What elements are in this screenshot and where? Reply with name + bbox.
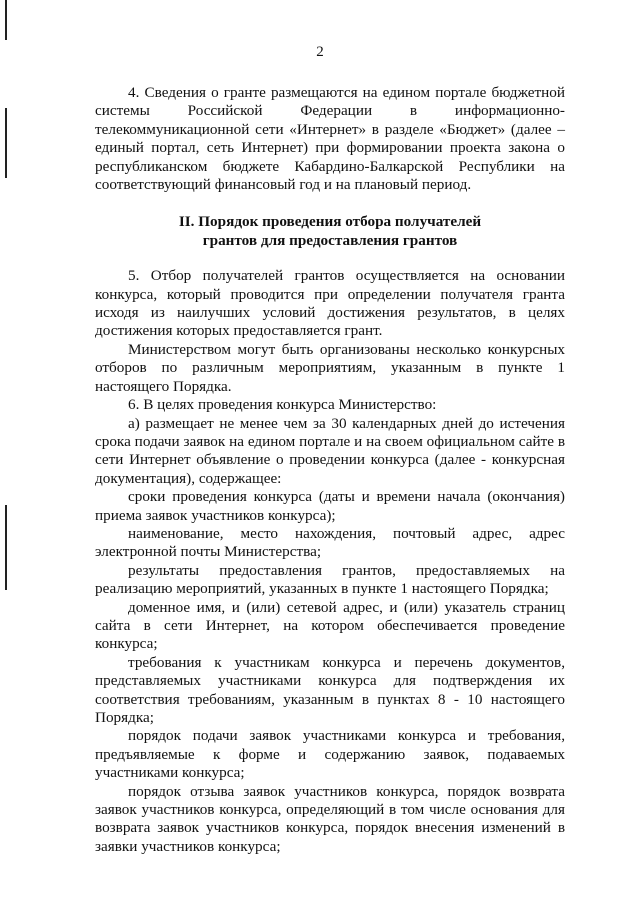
page-number: 2 xyxy=(316,44,324,60)
paragraph: сроки проведения конкурса (даты и времени начала (окончания) приема заявок участников конкурса); xyxy=(95,488,565,524)
section-heading-line: II. Порядок проведения отбора получателей xyxy=(178,213,482,231)
paragraph: 4. Сведения о гранте размещаются на едином портале бюджетной системы Российской Федерации в информационно-телекоммуникационной сети «Интернет» в разделе «Бюджет» (далее – единый портал, сеть Интернет) при формировании проекта закона о республиканском бюджете Кабардино-Балкарской Республики на соответствующий финансовый год и на плановый период. xyxy=(95,84,565,194)
paragraph: 6. В целях проведения конкурса Министерство: xyxy=(128,396,437,414)
paragraph: а) размещает не менее чем за 30 календарных дней до истечения срока подачи заявок на едином портале и на своем официальном сайте в сети Интернет объявление о проведении конкурса (далее - конкурсная документация), содержащее: xyxy=(95,414,565,487)
paragraph: доменное имя, и (или) сетевой адрес, и (или) указатель страниц сайта в сети Интернет, на котором обеспечивается проведение конкурса; xyxy=(95,598,565,653)
scan-edge-mark xyxy=(5,505,7,590)
scan-edge-mark xyxy=(5,108,7,178)
paragraph: требования к участникам конкурса и перечень документов, представляемых участниками конкурса для подтверждения их соответствия требованиям, указанным в пунктах 8 - 10 настоящего Порядка; xyxy=(95,653,565,726)
paragraph: 5. Отбор получателей грантов осуществляется на основании конкурса, который проводится при определении получателя гранта исходя из наилучших условий достижения результатов, в целях достижения которых предоставляется грант. xyxy=(95,267,565,340)
document-body xyxy=(95,84,565,856)
paragraph: Министерством могут быть организованы несколько конкурсных отборов по различным мероприятиям, указанным в пункте 1 настоящего Порядка. xyxy=(95,340,565,395)
scan-edge-mark xyxy=(5,0,7,40)
paragraph: порядок подачи заявок участниками конкурса и требования, предъявляемые к форме и содержанию заявок, подаваемых участниками конкурса; xyxy=(95,727,565,782)
paragraph: наименование, место нахождения, почтовый адрес, адрес электронной почты Министерства; xyxy=(95,524,565,561)
paragraph: результаты предоставления грантов, предоставляемых на реализацию мероприятий, указанных в пункте 1 настоящего Порядка; xyxy=(95,561,565,598)
section-heading xyxy=(95,213,565,250)
section-heading-line: грантов для предоставления грантов xyxy=(202,231,458,249)
paragraph: порядок отзыва заявок участников конкурса, порядок возврата заявок участников конкурса, определяющий в том числе основания для возврата заявок участников конкурса, порядок внесения изменений в заявки участников конкурса; xyxy=(95,782,565,855)
